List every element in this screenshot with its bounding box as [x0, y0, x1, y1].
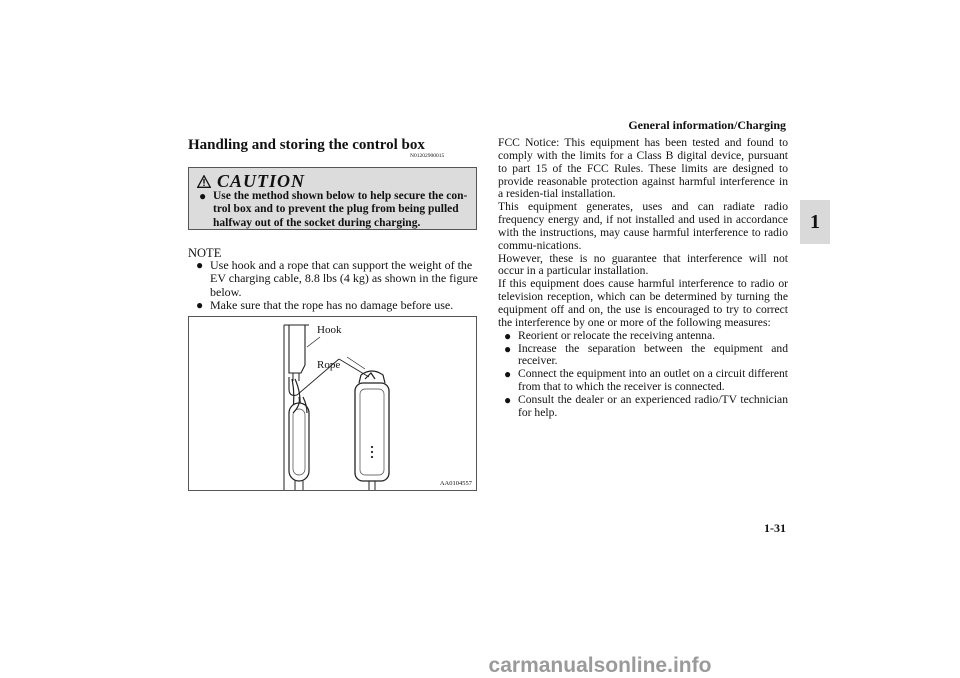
fcc-measure-item [504, 368, 788, 394]
caution-item [199, 190, 471, 230]
page-number: 1-31 [764, 521, 786, 535]
fcc-paragraph: However, these is no guarantee that interference will not occur in a particular installation. [498, 251, 788, 278]
fcc-notice [498, 137, 788, 420]
fcc-paragraph: If this equipment does cause harmful interference to radio or television reception, which can be determined by turning the equipment off and on, the use is encouraged to try to correct the interference by one or more of the following measures: [498, 277, 788, 329]
fcc-measure-text: Reorient or relocate the receiving antenna. [518, 328, 715, 342]
fcc-measure-item [504, 330, 788, 343]
fcc-measure-text: Increase the separation between the equipment and receiver. [518, 341, 788, 368]
section-title: Handling and storing the control box [188, 137, 425, 153]
bullet-icon: ● [504, 367, 512, 382]
note-item-text: Make sure that the rope has no damage before use. [210, 298, 454, 313]
caution-label: CAUTION [217, 171, 306, 191]
bullet-icon: ● [504, 328, 512, 343]
figure-id: AA0104557 [439, 480, 472, 487]
caution-header [197, 171, 305, 192]
watermark-text: carmanualsonline.info [488, 654, 712, 677]
hook-label: Hook [317, 324, 342, 336]
fcc-measure-item [504, 343, 788, 369]
bullet-icon: ● [196, 298, 204, 313]
fcc-paragraph: This equipment generates, uses and can radiate radio frequency energy and, if not installed and used in accordance with the instructions, may cause harmful interference to radio commu-nications. [498, 200, 788, 252]
hook-and-rope-diagram [189, 317, 476, 490]
page-header: General information/Charging [628, 118, 786, 132]
control-box-illustration [188, 316, 477, 491]
fcc-measure-text: Connect the equipment into an outlet on a circuit different from that to which the receiver is connected. [518, 367, 788, 394]
note-item [196, 299, 478, 312]
fcc-measure-item [504, 394, 788, 420]
fcc-measures-list [498, 330, 788, 420]
bullet-icon: ● [504, 341, 512, 356]
note-item [196, 259, 478, 299]
note-item-text: Use hook and a rope that can support the weight of the EV charging cable, 8.8 lbs (4 kg) as shown in the figure below. [210, 258, 478, 299]
caution-list [199, 190, 471, 230]
fcc-paragraph: FCC Notice: This equipment has been tested and found to comply with the limits for a Class B digital device, pursuant to part 15 of the FCC Rules. These limits are designed to provide reasonable protection against harmful interference in a residen-tial installation. [498, 136, 788, 201]
caution-item-text: Use the method shown below to help secure the con-trol box and to prevent the plug from being pulled halfway out of the socket during charging. [213, 190, 468, 229]
note-label: NOTE [188, 246, 222, 260]
bullet-icon: ● [199, 189, 207, 203]
caution-box [188, 167, 477, 230]
bullet-icon: ● [504, 392, 512, 407]
fcc-measure-text: Consult the dealer or an experienced radio/TV technician for help. [518, 392, 788, 419]
rope-label: Rope [317, 359, 341, 371]
bullet-icon: ● [196, 258, 204, 272]
section-code: N01202900015 [410, 153, 445, 159]
note-list [196, 259, 478, 313]
watermark-footer [0, 652, 960, 678]
chapter-tab: 1 [800, 200, 830, 244]
warning-triangle-icon [197, 175, 211, 188]
